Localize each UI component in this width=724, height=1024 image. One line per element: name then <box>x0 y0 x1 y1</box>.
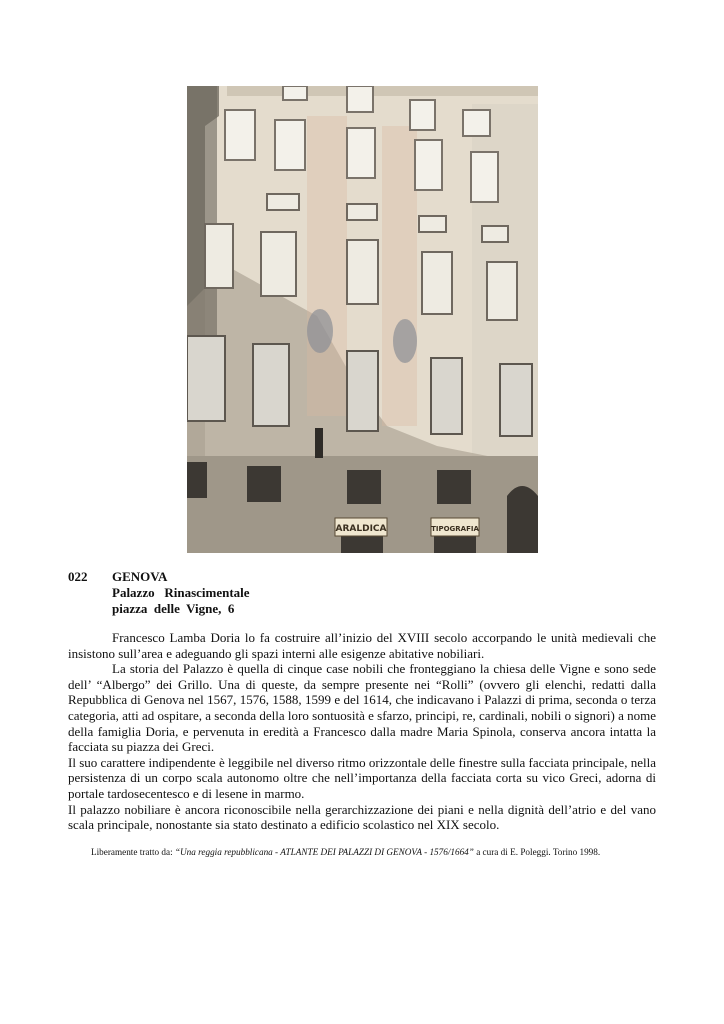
entry-number: 022 <box>68 569 88 584</box>
footnote-title: “Una reggia repubblicana - ATLANTE DEI PALAZZI DI GENOVA - 1576/1664” <box>174 847 474 857</box>
source-footnote <box>91 847 600 857</box>
paragraph-4: Il palazzo nobiliare è ancora riconoscibile nella gerarchizzazione dei piani e nella dignità dell’atrio e del vano scala principale, nonostante sia stato destinato a edificio scolastico nel XIX secolo. <box>68 801 656 833</box>
sign-araldica: ARALDICA <box>335 524 387 534</box>
palazzo-facade-photo <box>187 86 538 553</box>
entry-address: piazza delle Vigne, 6 <box>112 601 235 616</box>
paragraph-3: Il suo carattere indipendente è leggibile nel diverso ritmo orizzontale delle finestre sulla facciata principale, nella persistenza di un corpo scala autonomo oltre che nell’importanza della facciata corta su vico Greci, adorna di portale tardosecentesco e di lesene in marmo. <box>68 754 656 801</box>
paragraph-2: La storia del Palazzo è quella di cinque case nobili che fronteggiano la chiesa delle Vigne e sono sede dell’ “Albergo” dei Grillo. Una di queste, da sempre presente nei “Rolli” (ovvero gli elenchi, redatti dalla Repubblica di Genova nel 1567, 1576, 1588, 1599 e del 1614, che indicavano i Palazzi di prima, seconda o terza categoria, atti ad ospitare, a seconda della loro sontuosità e sfarzo, principi, re, cardinali, nobili o signori) a nome della famiglia Doria, e pervenuta in eredità a Francesco dalla madre Maria Spinola, conserva ancora intatta la facciata su piazza dei Greci. <box>68 661 656 755</box>
description-text <box>68 630 656 833</box>
paragraph-1: Francesco Lamba Doria lo fa costruire all’inizio del XVIII secolo accorpando le unità medievali che insistono sull’area e adeguando gli spazi interni alle esigenze abitative nobiliari. <box>68 630 656 661</box>
footnote-suffix: a cura di E. Poleggi. Torino 1998. <box>473 847 601 857</box>
entry-city: GENOVA <box>112 569 168 584</box>
sign-tipografia: TIPOGRAFIA <box>431 525 479 533</box>
footnote-prefix: Liberamente tratto da: <box>91 847 175 857</box>
entry-building: Palazzo Rinascimentale <box>112 585 250 600</box>
